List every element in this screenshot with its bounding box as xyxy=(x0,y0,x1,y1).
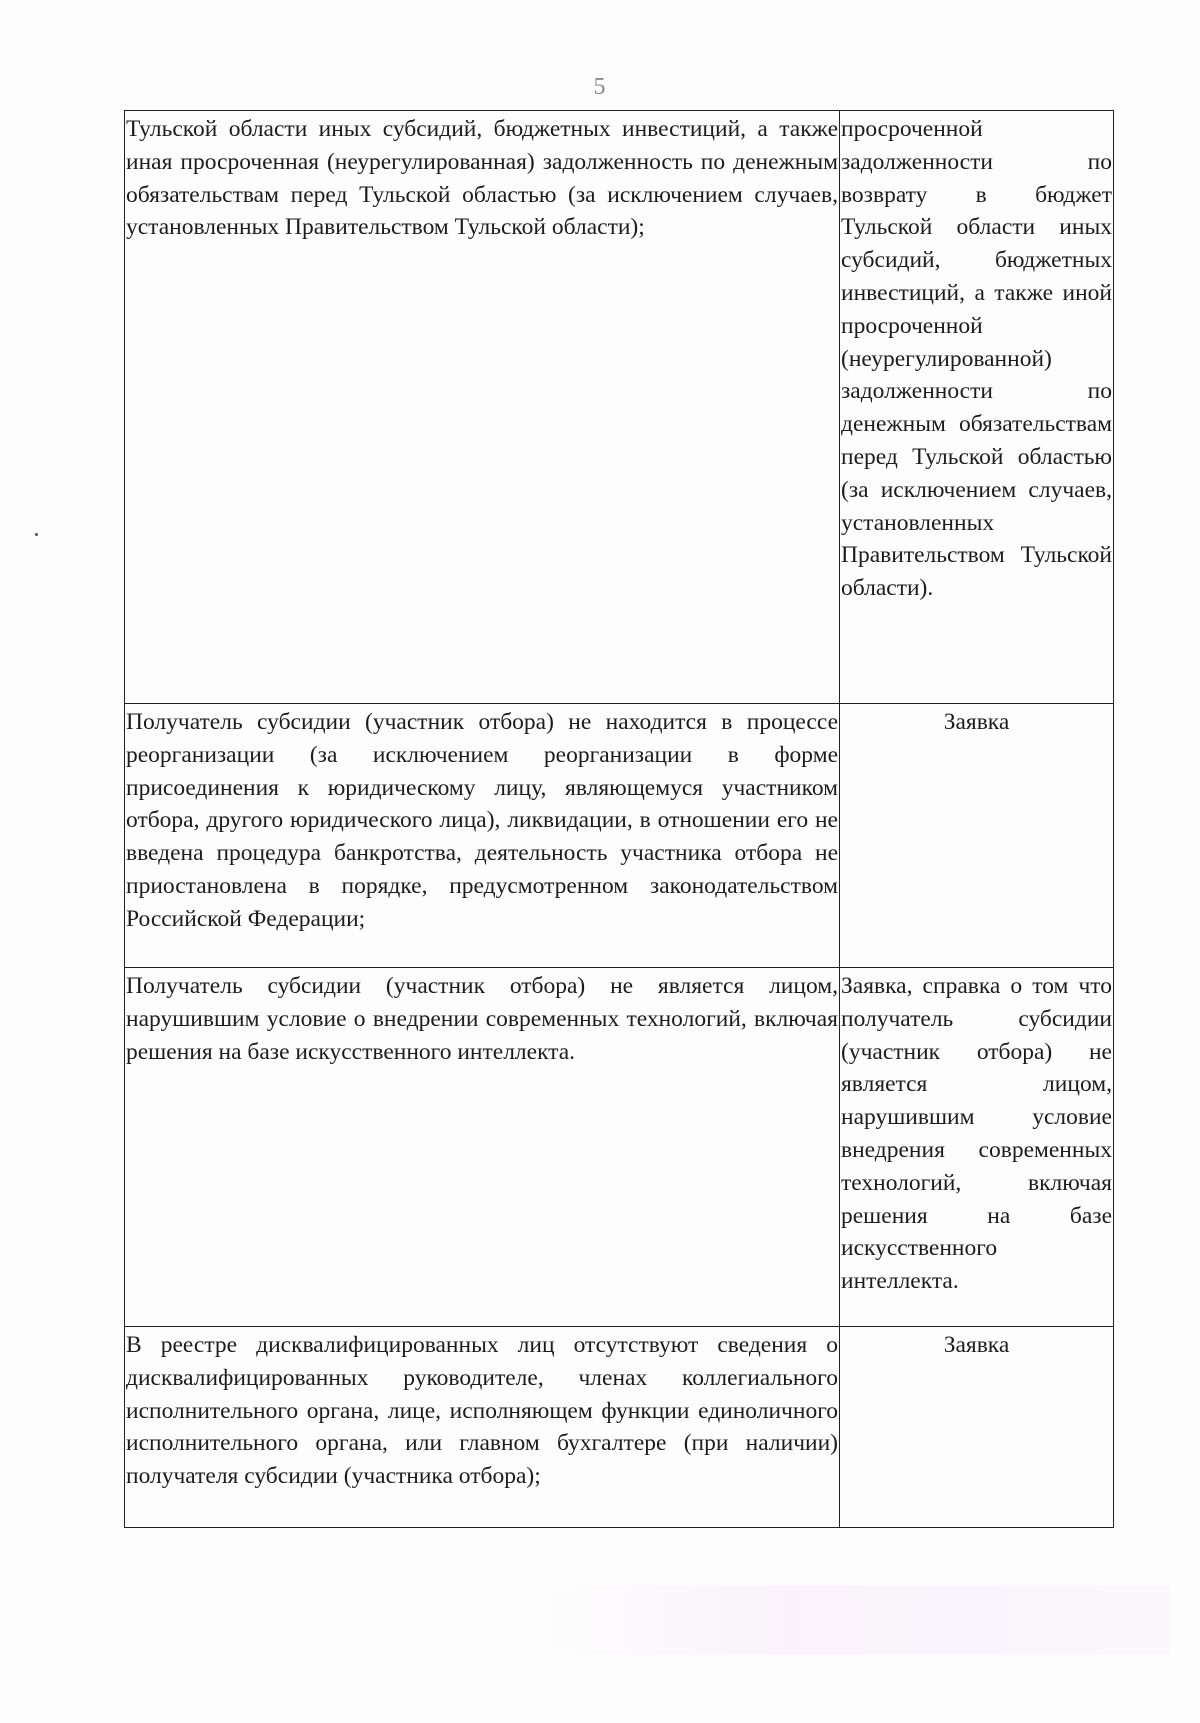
document-text: просроченной задолженности по возврату в бюджет Тульской области иных субсидий, бюджетных инвестиций, а также иной просроченной (неурегулированной) задолженности по денежным обязательствам перед Тульской областью (за исключением случаев, установленных Правительством Тульской области). xyxy=(841,116,1112,602)
document-text: Заявка, справка о том что получатель субсидии (участник отбора) не является лицом, нарушившим условие внедрения современных технологий, включая решения на базе искусственного интеллекта. xyxy=(841,973,1112,1295)
page-number: 5 xyxy=(593,74,607,100)
table-row xyxy=(125,111,1114,704)
document-cell xyxy=(840,704,1114,968)
table-row xyxy=(125,968,1114,1327)
requirement-text: Получатель субсидии (участник отбора) не является лицом, нарушившим условие о внедрении современных технологий, включая решения на базе искусственного интеллекта. xyxy=(126,973,838,1065)
requirement-cell xyxy=(125,968,840,1327)
requirement-text: Тульской области иных субсидий, бюджетных инвестиций, а также иная просроченная (неурегулированная) задолженность по денежным обязательствам перед Тульской областью (за исключением случаев, установленных Правительством Тульской области); xyxy=(126,116,838,241)
scan-artifact xyxy=(540,1585,1170,1655)
document-text: Заявка xyxy=(943,709,1010,735)
requirement-cell xyxy=(125,704,840,968)
document-cell xyxy=(840,111,1114,704)
requirement-text: В реестре дисквалифицированных лиц отсутствуют сведения о дисквалифицированных руководителе, членах коллегиального исполнительного органа, лице, исполняющем функции единоличного исполнительного органа, или главном бухгалтере (при наличии) получателя субсидии (участника отбора); xyxy=(126,1332,838,1490)
document-cell xyxy=(840,968,1114,1327)
requirements-table xyxy=(124,110,1114,1528)
requirement-cell xyxy=(125,111,840,704)
table-row xyxy=(125,704,1114,968)
requirement-text: Получатель субсидии (участник отбора) не находится в процессе реорганизации (за исключением реорганизации в форме присоединения к юридическому лицу, являющемуся участником отбора, другого юридического лица), ликвидации, в отношении его не введена процедура банкротства, деятельность участника отбора не приостановлена в порядке, предусмотренном законодательством Российской Федерации; xyxy=(126,709,838,932)
requirement-cell xyxy=(125,1327,840,1528)
scan-speck xyxy=(35,533,38,536)
document-cell xyxy=(840,1327,1114,1528)
table-row xyxy=(125,1327,1114,1528)
document-text: Заявка xyxy=(943,1332,1010,1358)
